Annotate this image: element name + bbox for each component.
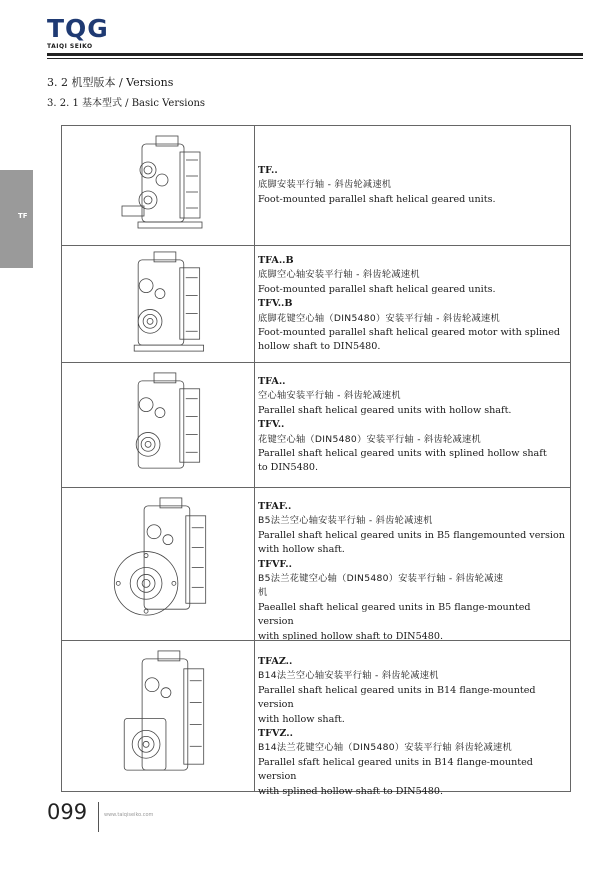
model-code: TFA.. [258,376,286,387]
description-en: Foot-mounted parallel shaft helical geared units. [258,193,496,205]
description-zh: 底脚安装平行轴 - 斜齿轮减速机 [258,179,392,191]
model-code: TFAZ.. [258,656,293,667]
description-en: with hollow shaft. [258,544,345,556]
header-rule-thick [47,53,583,56]
model-code: TFVZ.. [258,728,293,740]
model-code: TFV..B [258,298,293,310]
model-code: TFA..B [258,255,294,266]
description-en: with hollow shaft. [258,713,345,725]
description-en: Foot-mounted parallel shaft helical geared units. [258,283,496,295]
website-link[interactable]: www.taiqiseiko.com [104,812,154,818]
description-zh: 底脚空心轴安装平行轴 - 斜齿轮减速机 [258,269,420,281]
description-zh: B14法兰空心轴安装平行轴 - 斜齿轮减速机 [258,670,439,682]
versions-table [61,125,571,797]
description-zh: 花键空心轴（DIN5480）安装平行轴 - 斜齿轮减速机 [258,433,481,445]
description-en: Paeallel shaft helical geared units in B5 flange-mounted version [258,601,531,628]
description-en: hollow shaft to DIN5480. [258,341,381,353]
subsection-title: 3. 2. 1 基本型式 / Basic Versions [47,98,206,109]
description-zh: 底脚花键空心轴（DIN5480）安装平行轴 - 斜齿轮减速机 [258,312,500,324]
description-zh: 空心轴安装平行轴 - 斜齿轮减速机 [258,390,401,402]
description-en: Foot-mounted parallel shaft helical geared motor with splined [258,327,561,339]
gear-unit-hollow-shaft-icon [62,246,254,362]
description-en: with splined hollow shaft to DIN5480. [258,630,444,642]
logo-mark: TQG [47,14,109,43]
description-en: to DIN5480. [258,462,319,474]
table-row [62,126,570,245]
logo-subtitle: TAIQI SEIKO [47,43,93,50]
gear-unit-drawing [62,641,255,791]
footer-divider [98,802,99,832]
model-code: TFVF.. [258,558,292,570]
model-code: TFAF.. [258,501,292,512]
side-tab-label: TF [18,212,28,220]
model-code: TFV.. [258,419,285,431]
gear-unit-drawing [62,488,255,640]
gear-unit-drawing [62,246,255,362]
table-row [62,640,570,797]
gear-unit-hollow-shaft-icon [62,363,254,487]
model-code: TF.. [258,165,278,176]
page-number: 099 [47,800,88,824]
description-zh: 机 [258,587,268,599]
gear-unit-b5-flange-icon [62,488,254,640]
description-en: Parallel sfaft helical geared units in B14 flange-mounted wersion [258,756,533,783]
gear-unit-drawing [62,363,255,487]
description-en: Parallel shaft helical geared units with splined hollow shaft [258,448,547,460]
gear-unit-foot-mounted-icon [62,126,254,245]
description-zh: B5法兰空心轴安装平行轴 - 斜齿轮减速机 [258,515,433,527]
table-row [62,487,570,640]
gear-unit-b14-flange-icon [62,641,254,791]
description-en: with splined hollow shaft to DIN5480. [258,785,444,797]
header-rule-thin [47,58,583,59]
table-row [62,362,570,487]
table-row [62,245,570,362]
company-logo [47,16,109,52]
description-en: Parallel shaft helical geared units in B14 flange-mounted version [258,684,536,711]
section-title: 3. 2 机型版本 / Versions [47,76,174,89]
description-zh: B14法兰花键空心轴（DIN5480）安装平行轴 斜齿轮减速机 [258,742,513,754]
side-tab [0,170,33,268]
description-en: Parallel shaft helical geared units with hollow shaft. [258,404,512,416]
description-zh: B5法兰花键空心轴（DIN5480）安装平行轴 - 斜齿轮减速 [258,573,504,585]
gear-unit-drawing [62,126,255,245]
description-en: Parallel shaft helical geared units in B5 flangemounted version [258,529,565,541]
